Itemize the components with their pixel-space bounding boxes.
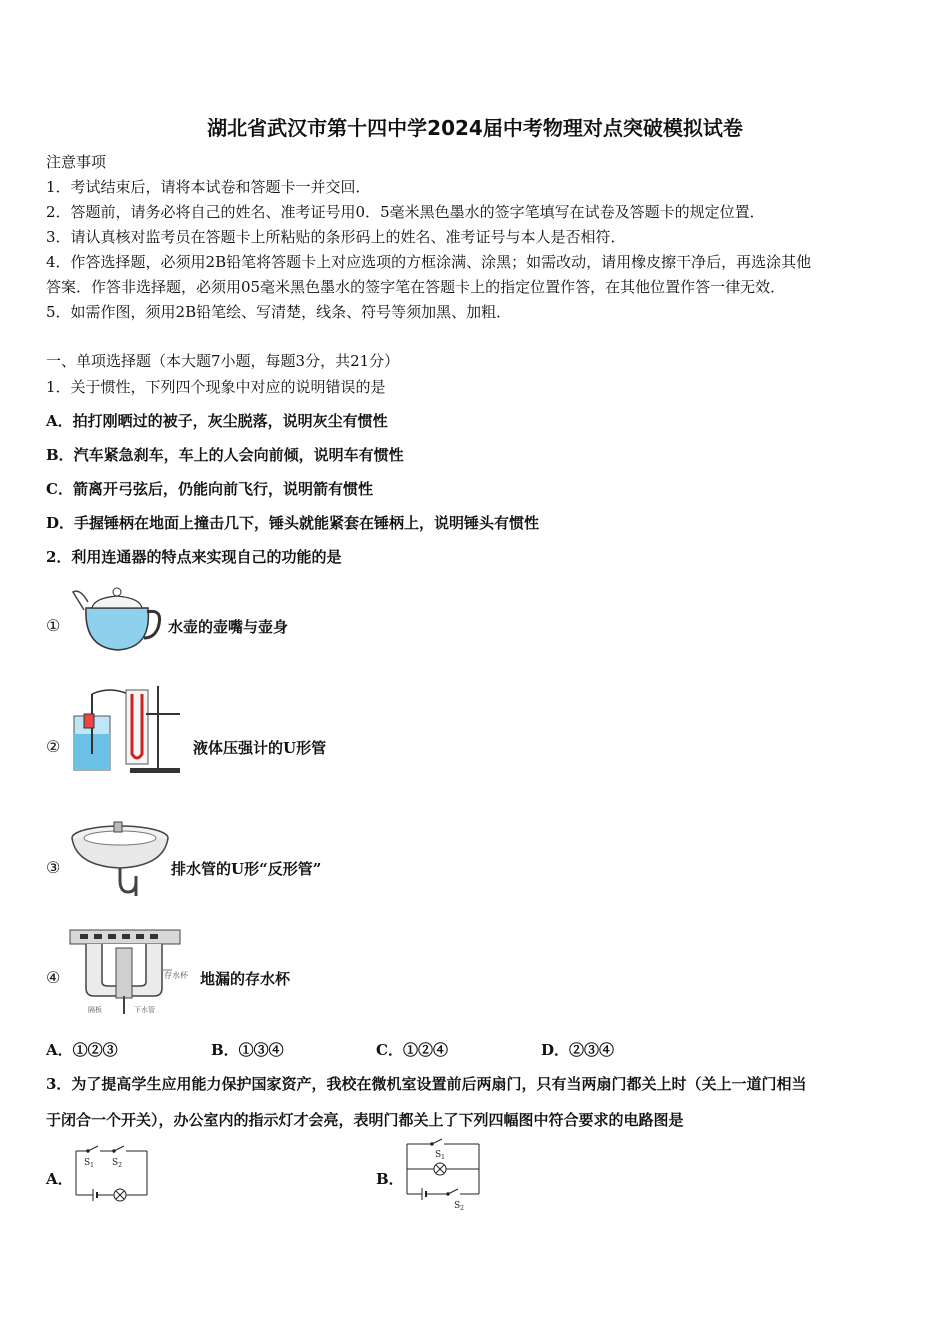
pressure-gauge-illustration <box>70 684 190 776</box>
drain-label-seal: 隔板 <box>88 1006 102 1014</box>
svg-text:S1 <box>84 1158 94 1169</box>
floor-drain-illustration <box>68 926 198 1016</box>
switch-1-label: S <box>84 1158 91 1168</box>
switch-1-label: S <box>435 1150 442 1160</box>
switch-2-subscript: 2 <box>118 1162 122 1169</box>
question-3-stem-line2: 于闭合一个开关），办公室内的指示灯才会亮，表明门都关上了下列四幅图中符合要求的电路图是 <box>46 1111 684 1129</box>
svg-text:S2 <box>112 1158 122 1169</box>
svg-text:S1 <box>435 1150 445 1161</box>
drain-label-pipe: 下水管 <box>134 1006 155 1014</box>
kettle-illustration <box>70 580 165 655</box>
item-label: 水壶的壶嘴与壶身 <box>168 618 289 636</box>
item-number: ③ <box>46 858 61 877</box>
notice-item: 1．考试结束后，请将本试卷和答题卡一并交回． <box>46 178 371 196</box>
question-1-option-b: B．汽车紧急刹车，车上的人会向前倾，说明车有惯性 <box>46 446 404 464</box>
question-1-stem: 1．关于惯性，下列四个现象中对应的说明错误的是 <box>46 378 386 396</box>
item-label: 地漏的存水杯 <box>200 970 291 988</box>
question-1-option-d: D．手握锤柄在地面上撞击几下，锤头就能紧套在锤柄上，说明锤头有惯性 <box>46 514 540 532</box>
question-1-option-a: A．拍打刚晒过的被子，灰尘脱落，说明灰尘有惯性 <box>46 412 388 430</box>
question-2-option-a: A．①②③ <box>46 1041 118 1059</box>
switch-2-subscript: 2 <box>460 1205 464 1212</box>
circuit-b-diagram <box>404 1138 484 1210</box>
circuit-option-letter: A． <box>46 1170 73 1188</box>
notice-item: 答案．作答非选择题，必须用05毫米黑色墨水的签字笔在答题卡上的指定位置作答，在其他位置作答一律无效． <box>46 278 786 296</box>
drain-label-cup: 存水杯 <box>164 971 188 980</box>
question-2-option-d: D．②③④ <box>541 1041 615 1059</box>
switch-1-subscript: 1 <box>90 1162 94 1169</box>
circuit-option-letter: B． <box>376 1170 404 1188</box>
item-label: 液体压强计的U形管 <box>193 739 327 757</box>
item-label: 排水管的U形“反形管” <box>171 860 322 878</box>
notice-item: 3．请认真核对监考员在答题卡上所粘贴的条形码上的姓名、准考证号与本人是否相符． <box>46 228 626 246</box>
item-number: ② <box>46 737 61 756</box>
svg-text:S2 <box>454 1201 464 1212</box>
notice-heading: 注意事项 <box>46 153 107 171</box>
question-2-option-c: C．①②④ <box>376 1041 448 1059</box>
notice-item: 2．答题前，请务必将自己的姓名、准考证号用0．5毫米黑色墨水的签字笔填写在试卷及答题卡的规定位置． <box>46 203 765 221</box>
notice-item: 5．如需作图，须用2B铅笔绘、写清楚，线条、符号等须加黑、加粗． <box>46 303 512 321</box>
item-number: ④ <box>46 968 61 987</box>
item-number: ① <box>46 616 61 635</box>
question-3-stem-line1: 3．为了提高学生应用能力保护国家资产，我校在微机室设置前后两扇门，只有当两扇门都关上时（关上一道门相当 <box>46 1075 807 1093</box>
switch-1-subscript: 1 <box>441 1154 445 1161</box>
question-2-stem: 2．利用连通器的特点来实现自己的功能的是 <box>46 548 342 566</box>
section-heading: 一、单项选择题（本大题7小题，每题3分，共21分） <box>46 352 400 370</box>
sink-trap-illustration <box>70 820 172 898</box>
switch-2-label: S <box>454 1201 461 1211</box>
question-1-option-c: C．箭离开弓弦后，仍能向前飞行，说明箭有惯性 <box>46 480 373 498</box>
circuit-a-diagram <box>74 1143 152 1205</box>
page-title: 湖北省武汉市第十四中学2024届中考物理对点突破模拟试卷 <box>207 116 743 140</box>
question-2-option-b: B．①③④ <box>211 1041 284 1059</box>
switch-2-label: S <box>112 1158 119 1168</box>
notice-item: 4．作答选择题，必须用2B铅笔将答题卡上对应选项的方框涂满、涂黑；如需改动，请用橡皮擦干净后，再选涂其他 <box>46 253 812 271</box>
